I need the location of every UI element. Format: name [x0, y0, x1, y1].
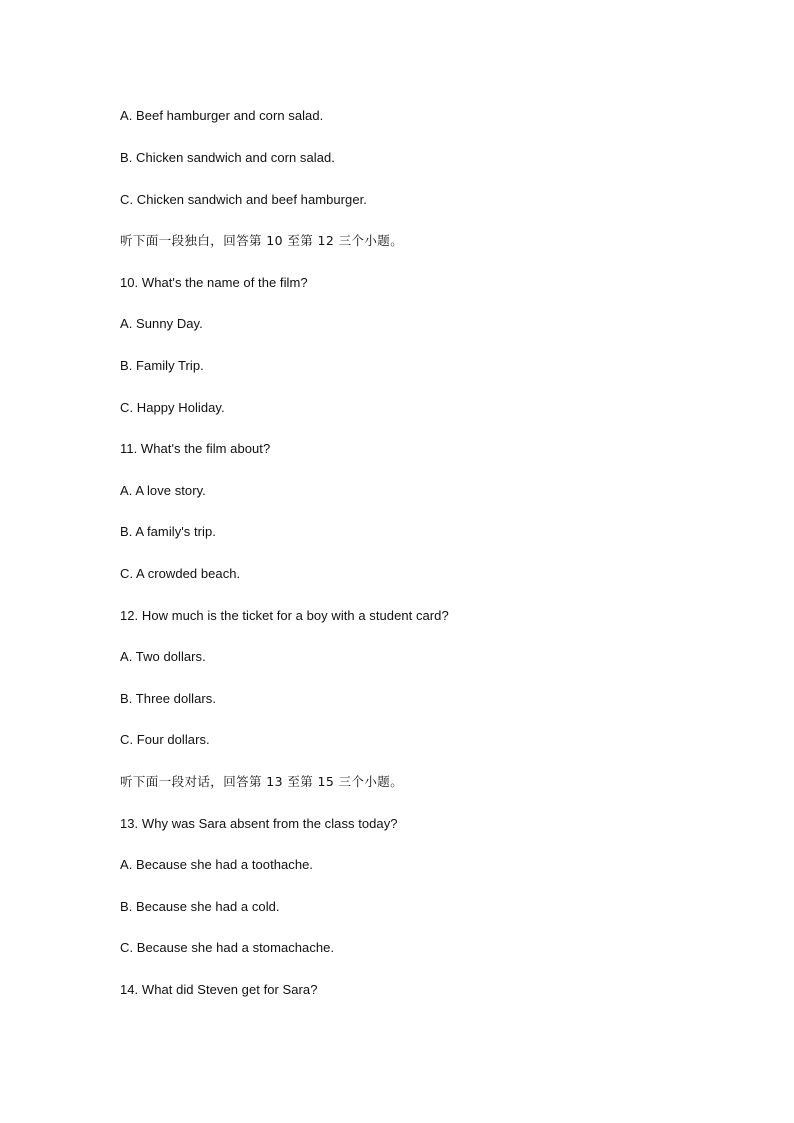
q11-option-a: A. A love story. — [120, 483, 206, 498]
q9-option-c: C. Chicken sandwich and beef hamburger. — [120, 192, 367, 207]
q10-option-b: B. Family Trip. — [120, 358, 204, 373]
q11-option-b: B. A family's trip. — [120, 524, 216, 539]
q13-option-a: A. Because she had a toothache. — [120, 857, 314, 872]
q12-option-b: B. Three dollars. — [120, 691, 216, 706]
q10-option-a: A. Sunny Day. — [120, 316, 203, 331]
q10-option-c: C. Happy Holiday. — [120, 400, 225, 415]
q9-option-b: B. Chicken sandwich and corn salad. — [120, 150, 335, 165]
q9-option-a: A. Beef hamburger and corn salad. — [120, 108, 324, 123]
section-instruction-dialogue: 听下面一段对话，回答第 13 至第 15 三个小题。 — [120, 774, 404, 789]
q12-option-a: A. Two dollars. — [120, 649, 206, 664]
question-10: 10. What's the name of the film? — [120, 275, 308, 290]
section-instruction-monologue: 听下面一段独白，回答第 10 至第 12 三个小题。 — [120, 233, 404, 248]
q13-option-b: B. Because she had a cold. — [120, 899, 280, 914]
q13-option-c: C. Because she had a stomachache. — [120, 940, 335, 955]
question-12: 12. How much is the ticket for a boy with a student card? — [120, 608, 449, 623]
question-14: 14. What did Steven get for Sara? — [120, 982, 318, 997]
q12-option-c: C. Four dollars. — [120, 732, 210, 747]
question-13: 13. Why was Sara absent from the class today? — [120, 816, 398, 831]
q11-option-c: C. A crowded beach. — [120, 566, 241, 581]
question-11: 11. What's the film about? — [120, 441, 271, 456]
